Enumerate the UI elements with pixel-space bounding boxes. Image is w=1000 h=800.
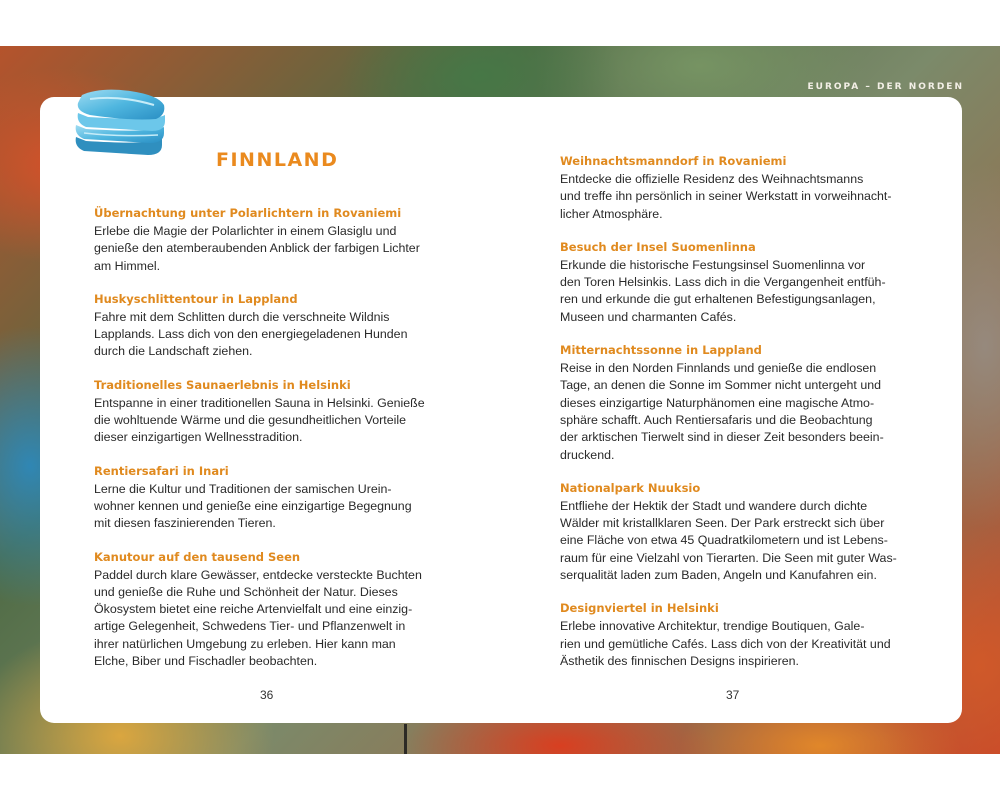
- content-card: [40, 97, 962, 723]
- spine-line: [404, 724, 407, 754]
- entry-text: Fahre mit dem Schlitten durch die verschneite Wildnis Lapplands. Lass dich von den energiegeladenen Hunden durch die Landschaft ziehen.: [94, 309, 408, 359]
- entry-text: Erlebe innovative Architektur, trendige Boutiquen, Gale- rien und gemütliche Cafés. Lass dich von der Kreativität und Ästhetik des finnischen Designs inspirieren.: [560, 619, 891, 668]
- region-label: EUROPA – DER NORDEN: [807, 82, 964, 92]
- entry-title: Traditionelles Saunaerlebnis in Helsinki: [94, 377, 351, 392]
- entry-text: Entspanne in einer traditionellen Sauna in Helsinki. Genieße die wohltuende Wärme und die gesundheitlichen Vorteile dieser einzigartigen Wellnesstradition.: [94, 395, 425, 445]
- entry-title: Designviertel in Helsinki: [560, 601, 719, 616]
- entry-title: Übernachtung unter Polarlichtern in Rovaniemi: [94, 206, 402, 220]
- entry-title: Weihnachtsmanndorf in Rovaniemi: [560, 154, 787, 168]
- background-illustration: [0, 46, 1000, 754]
- list-item: [560, 480, 922, 584]
- entry-title: Kanutour auf den tausend Seen: [94, 549, 301, 564]
- list-item: [94, 549, 446, 671]
- list-item: [560, 153, 922, 223]
- entry-title: Mitternachtssonne in Lappland: [560, 343, 762, 358]
- entry-text: Erkunde die historische Festungsinsel Suomenlinna vor den Toren Helsinkis. Lass dich in die Vergangenheit entfüh- ren und erkunde die gut erhaltenen Befestigungsanlagen, Museen und charmanten Cafés.: [560, 257, 886, 324]
- list-item: [560, 600, 922, 670]
- entry-title: Nationalpark Nuuksio: [560, 480, 701, 495]
- entry-text: Reise in den Norden Finnlands und genieße die endlosen Tage, an denen die Sonne im Sommer nicht untergeht und dieses einzigartige Naturphänomen eine magische Atmo- sphäre schafft. Auch Rentiersafaris und die Beobachtung der arktischen Tierwelt sind in dieser Zeit besonders beein- druckend.: [560, 361, 884, 462]
- page-number-left: 36: [260, 688, 274, 702]
- entry-text: Lerne die Kultur und Traditionen der samischen Urein- wohner kennen und genieße eine einzigartige Begegnung mit diesen faszinierenden Tieren.: [94, 481, 412, 531]
- entry-text: Entfliehe der Hektik der Stadt und wandere durch dichte Wälder mit kristallklaren Seen. Der Park erstreckt sich über eine Fläche von etwa 45 Quadratkilometern und ist Lebens- raum für eine Vielzahl von Tierarten. Die Seen mit guter Was- serqualität laden zum Baden, Angeln und Kanufahren ein.: [560, 498, 897, 583]
- entry-title: Rentiersafari in Inari: [94, 463, 229, 478]
- entry-text: Erlebe die Magie der Polarlichter in einem Glasiglu und genieße den atemberaubenden Anblick der farbigen Lichter am Himmel.: [94, 224, 420, 273]
- list-item: [560, 342, 922, 464]
- left-column: [94, 205, 446, 686]
- entry-text: Entdecke die offizielle Residenz des Weihnachtsmanns und treffe ihn persönlich in seiner Werkstatt in vorweihnacht- licher Atmosphäre.: [560, 172, 892, 221]
- entry-text: Paddel durch klare Gewässer, entdecke versteckte Buchten und genieße die Ruhe und Schönheit der Natur. Dieses Ökosystem bietet eine reiche Artenvielfalt und eine einzig- artige Gelegenheit, Schwedens Tier- und Pflanzenwelt in ihrer natürlichen Umgebung zu erleben. Hier kann man Elche, Biber und Fischadler beobachten.: [94, 567, 422, 669]
- entry-title: Huskyschlittentour in Lappland: [94, 291, 298, 306]
- page-number-right: 37: [726, 688, 740, 702]
- list-item: [560, 239, 922, 326]
- right-column: [560, 153, 922, 686]
- list-item: [94, 291, 446, 361]
- list-item: [94, 377, 446, 447]
- folded-towel-icon: [70, 85, 168, 157]
- list-item: [94, 463, 446, 533]
- page-title: FINNLAND: [216, 149, 339, 171]
- entry-title: Besuch der Insel Suomenlinna: [560, 239, 756, 254]
- list-item: [94, 205, 446, 275]
